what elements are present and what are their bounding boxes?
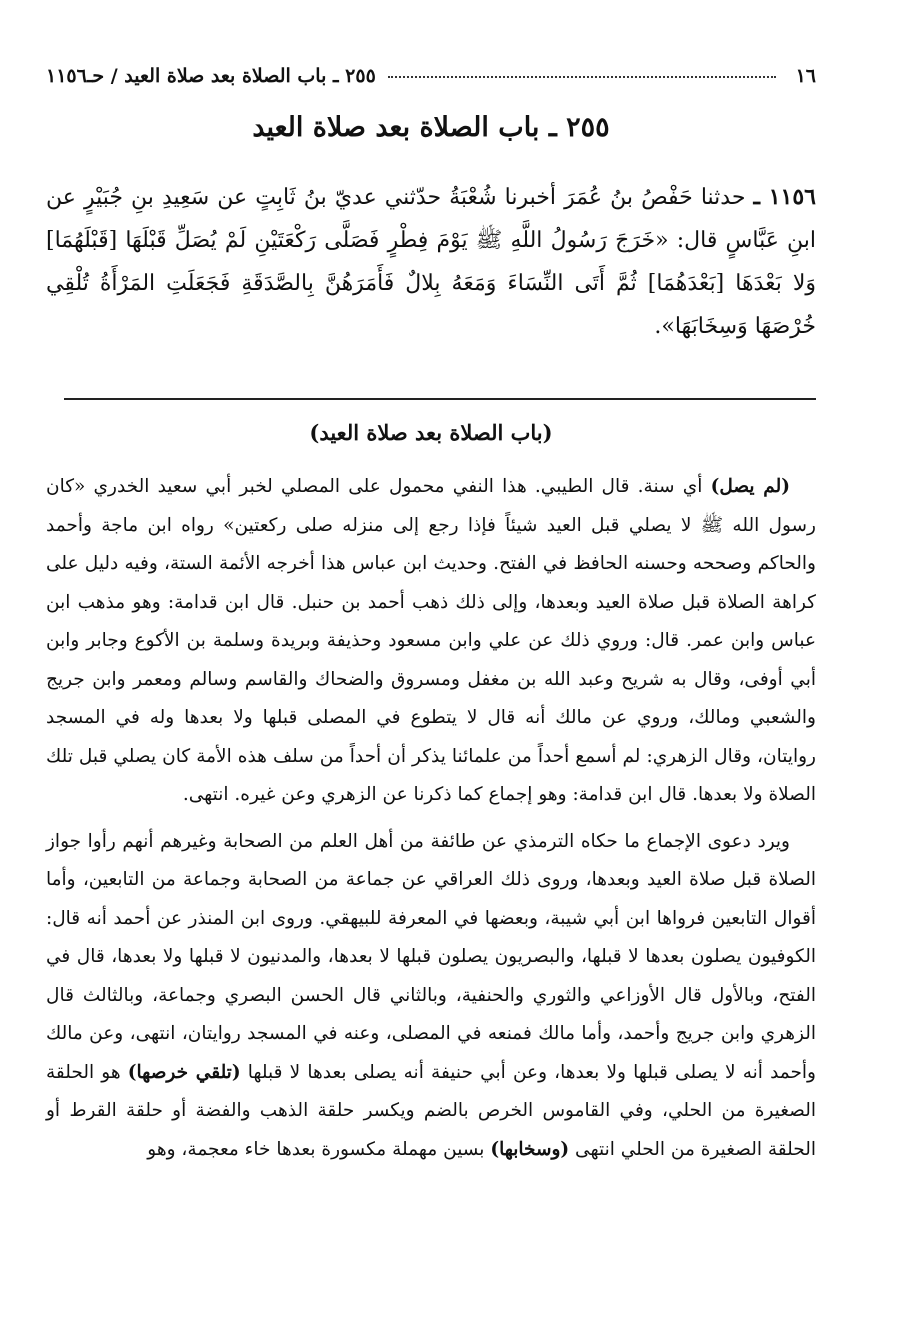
running-chapter-reference: ٢٥٥ ـ باب الصلاة بعد صلاة العيد / حـ١١٥٦	[46, 65, 376, 87]
commentary-lemma: (وسخابها)	[490, 1138, 570, 1160]
commentary-text: أي سنة. قال الطيبي. هذا النفي محمول على المصلي لخبر أبي سعيد الخدري «كان رسول الله ﷺ لا يصلي قبل العيد شيئاً فإذا رجع إلى منزله صلى ركعتين» رواه ابن ماجة وأحمد والحاكم وصححه وحسنه الحافظ في الفتح. وحديث ابن عباس هذا أخرجه الأئمة الستة، وفيه دليل على كراهة الصلاة قبل صلاة العيد وبعدها، وإلى ذلك ذهب أحمد بن حنبل. قال ابن قدامة: وهو مذهب ابن عباس وابن عمر. قال: وروي ذلك عن علي وابن مسعود وحذيفة وبريدة وسلمة بن الأكوع وجابر وابن أبي أوفى، وقال به شريح وعبد الله بن مغفل ومسروق والضحاك والقاسم وسالم ومعمر وابن جريج والشعبي ومالك، وروي عن مالك أنه قال لا يتطوع في المصلى قبلها ولا بعدها وله في المسجد روايتان، وقال الزهري: لم أسمع أحداً من علمائنا يذكر أن أحداً من سلف هذه الأمة كان يصلي قبل تلك الصلاة ولا بعدها. قال ابن قدامة: وهو إجماع كما ذكرنا عن الزهري وعن غيره. انتهى.	[46, 476, 816, 805]
hadith-body: حدثنا حَفْصُ بنُ عُمَرَ أخبرنا شُعْبَةُ حدّثني عديّ بنُ ثَابِتٍ عن سَعِيدِ بنِ جُبَيْرٍ عن ابنِ عَبَّاسٍ قال: «خَرَجَ رَسُولُ اللَّهِ ﷺ يَوْمَ فِطْرٍ فَصَلَّى رَكْعَتَيْنِ لَمْ يُصَلِّ قَبْلَهَا [قَبْلَهُمَا] وَلا بَعْدَهَا [بَعْدَهُمَا] ثُمَّ أَتَى النِّسَاءَ وَمَعَهُ بِلالٌ فَأَمَرَهُنَّ بِالصَّدَقَةِ فَجَعَلَتِ المَرْأَةُ تُلْقِي خُرْصَهَا وَسِخَابَهَا».	[46, 185, 816, 339]
commentary-lemma: (لم يصل)	[710, 476, 790, 497]
book-page	[46, 0, 816, 1338]
commentary-text: هو الحلقة الصغيرة من الحلي، وفي القاموس الخرص بالضم ويكسر حلقة الذهب والفضة أو حلقة القرط أو الحلقة الصغيرة من الحلي انتهى	[46, 1061, 816, 1160]
commentary-lemma: (تلقي خرصها)	[127, 1061, 241, 1083]
hadith-number: ١١٥٦ ـ	[753, 184, 816, 210]
commentary-text: بسين مهملة مكسورة بعدها خاء معجمة، وهو	[147, 1138, 491, 1160]
page-number: ١٦	[795, 65, 816, 87]
section-divider	[64, 398, 816, 400]
commentary-title: (باب الصلاة بعد صلاة العيد)	[309, 420, 553, 445]
running-header	[46, 58, 816, 94]
commentary-paragraph	[46, 468, 816, 815]
chapter-title: ٢٥٥ ـ باب الصلاة بعد صلاة العيد	[252, 112, 610, 143]
commentary-paragraph	[46, 823, 816, 1170]
commentary-text: ويرد دعوى الإجماع ما حكاه الترمذي عن طائفة من أهل العلم من الصحابة وغيرهم أنهم رأوا جواز الصلاة قبل صلاة العيد وبعدها، وروى ذلك العراقي عن جماعة من الصحابة وجماعة من التابعين، وأما أقوال التابعين فرواها ابن أبي شيبة، وبعضها في المعرفة للبيهقي. وروى ابن المنذر عن أحمد أنه قال: الكوفيون يصلون بعدها لا قبلها، والبصريون يصلون قبلها لا بعدها، والمدنيون لا قبلها ولا بعدها، قال في الفتح، وبالأول قال الأوزاعي والثوري والحنفية، وبالثاني قال الحسن البصري وجماعة، وبالثالث قال الزهري وابن جريج وأحمد، وأما مالك فمنعه في المصلى، وعنه في المسجد روايتان، انتهى، وعن مالك وأحمد أنه لا يصلى قبلها ولا بعدها، وعن أبي حنيفة أنه يصلى بعدها لا قبلها	[46, 830, 816, 1083]
hadith-text-block	[46, 176, 816, 348]
dotted-leader	[388, 75, 776, 78]
commentary-block	[46, 468, 816, 1169]
